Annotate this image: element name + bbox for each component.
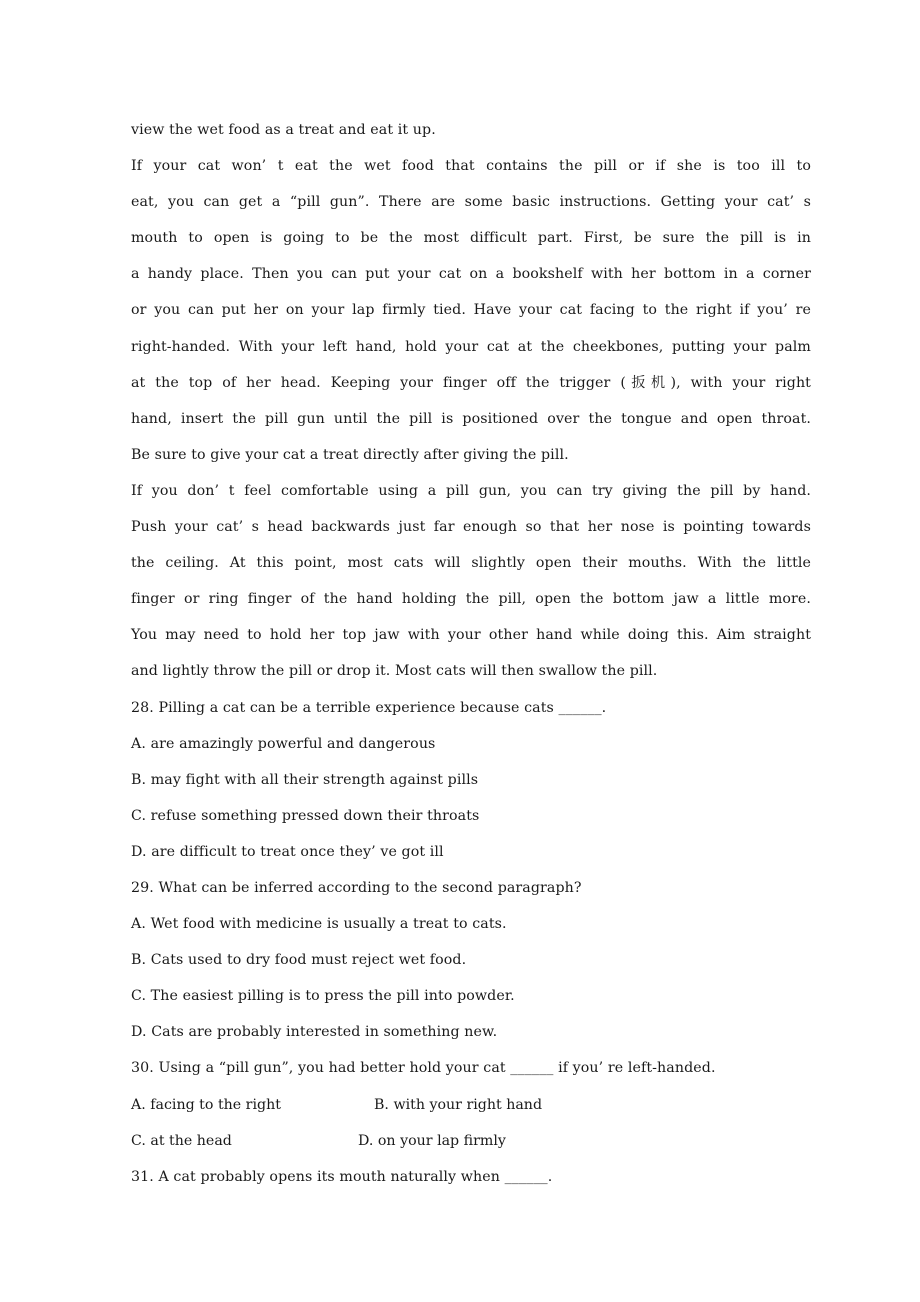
option-d: D. are difficult to treat once they’ ve got ill (131, 843, 444, 860)
option-c: C. at the head (131, 1132, 232, 1149)
question-stem: 29. What can be inferred according to the second paragraph? (131, 879, 582, 896)
passage-line: mouth to open is going to be the most difficult part. First, be sure the pill is in (131, 230, 811, 247)
page-content (131, 112, 811, 1195)
question-29 (131, 870, 811, 1050)
option-c: C. refuse something pressed down their throats (131, 807, 480, 824)
passage-line: at the top of her head. Keeping your finger off the trigger (扳机), with your right (131, 374, 811, 391)
passage-line: view the wet food as a treat and eat it up. (131, 122, 436, 138)
option-c: C. The easiest pilling is to press the pill into powder. (131, 988, 515, 1005)
option-d: D. on your lap firmly (358, 1132, 506, 1149)
question-28 (131, 690, 811, 870)
question-stem: 30. Using a “pill gun”, you had better hold your cat ______ if you’ re left-handed. (131, 1060, 716, 1077)
option-b: B. with your right hand (374, 1096, 543, 1113)
passage-line: a handy place. Then you can put your cat on a bookshelf with her bottom in a corner (131, 266, 811, 283)
passage-line: eat, you can get a “pill gun”. There are some basic instructions. Getting your cat’ s (131, 194, 811, 211)
passage (131, 112, 811, 690)
passage-line: the ceiling. At this point, most cats will slightly open their mouths. With the little (131, 555, 811, 572)
passage-line: right-handed. With your left hand, hold your cat at the cheekbones, putting your palm (131, 338, 811, 355)
option-d: D. Cats are probably interested in something new. (131, 1024, 498, 1041)
passage-line: and lightly throw the pill or drop it. Most cats will then swallow the pill. (131, 663, 658, 680)
option-b: B. Cats used to dry food must reject wet food. (131, 952, 467, 969)
options-row (131, 1123, 811, 1159)
question-stem: 31. A cat probably opens its mouth naturally when ______. (131, 1168, 553, 1185)
passage-line: You may need to hold her top jaw with your other hand while doing this. Aim straight (131, 627, 811, 644)
passage-line: Push your cat’ s head backwards just far enough so that her nose is pointing towards (131, 519, 811, 536)
question-30 (131, 1050, 811, 1158)
option-a: A. facing to the right (131, 1096, 281, 1113)
passage-line: or you can put her on your lap firmly tied. Have your cat facing to the right if you’ re (131, 302, 811, 319)
option-a: A. are amazingly powerful and dangerous (131, 735, 436, 752)
options-row (131, 1087, 811, 1123)
passage-line: Be sure to give your cat a treat directly after giving the pill. (131, 446, 569, 463)
passage-line: If your cat won’ t eat the wet food that contains the pill or if she is too ill to (131, 158, 811, 175)
passage-line: hand, insert the pill gun until the pill is positioned over the tongue and open throat. (131, 410, 811, 427)
option-b: B. may fight with all their strength against pills (131, 771, 479, 788)
passage-line: If you don’ t feel comfortable using a pill gun, you can try giving the pill by hand. (131, 482, 811, 499)
option-a: A. Wet food with medicine is usually a treat to cats. (131, 916, 507, 933)
passage-line: finger or ring finger of the hand holding the pill, open the bottom jaw a little more. (131, 591, 811, 608)
question-31 (131, 1159, 811, 1195)
question-stem: 28. Pilling a cat can be a terrible experience because cats ______. (131, 699, 607, 716)
